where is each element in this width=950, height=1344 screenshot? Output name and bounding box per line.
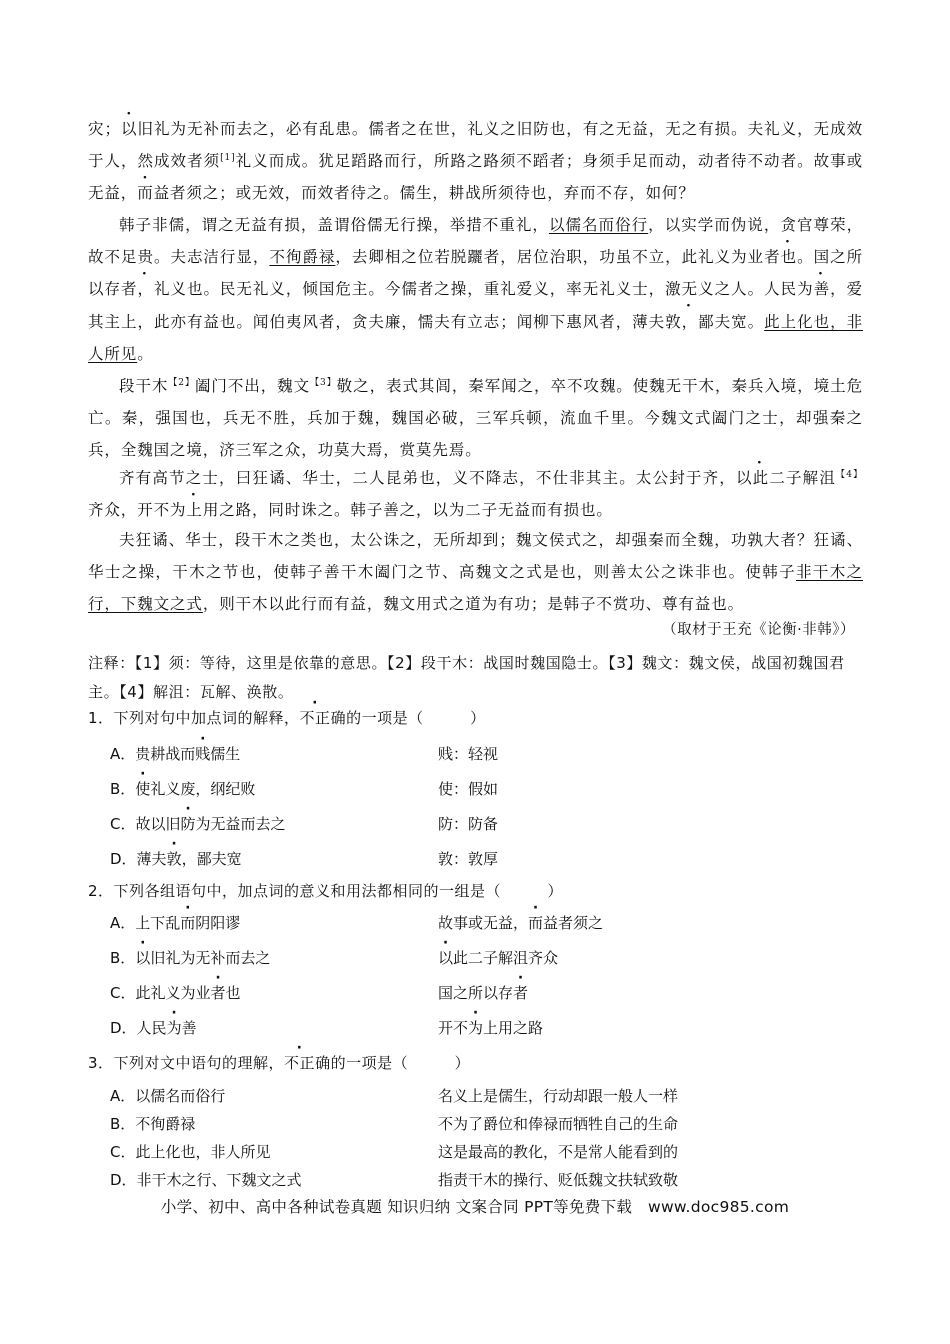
dotted-word: 不正 (299, 709, 331, 727)
dotted-word: 以 (438, 949, 454, 967)
question-2-option-c[interactable]: C．此礼义为业者也 国之所以存者 (110, 984, 529, 1002)
dotted-word: 以 (135, 949, 151, 967)
option-explanation: 敦：敦厚 (438, 850, 499, 868)
dotted-word: 者 (120, 280, 138, 299)
dotted-word: 为 (170, 501, 187, 520)
dotted-word: 者 (764, 248, 781, 267)
option-explanation: 名义上是儒生，行动却跟一般人一样 (438, 1087, 679, 1105)
dotted-word: 为 (166, 1019, 182, 1037)
dotted-word: 敦 (665, 312, 682, 331)
annotation-notes: 注释：【1】须：等待，这里是依靠的意思。【2】段干木：战国时魏国隐士。【3】魏文：魏文侯，战国初魏国君主。【4】解沮：瓦解、涣散。 (88, 654, 845, 701)
question-2-option-d[interactable]: D．人民为善 开不为上用之路 (110, 1019, 544, 1037)
question-3-option-c[interactable]: C．此上化也，非人所见 这是最高的教化，不是常人能看到的 (110, 1143, 679, 1161)
underlined-phrase: 此上化也，非人所见 (88, 312, 863, 363)
question-1-option-b[interactable]: B．使礼义废，纲纪败 使：假如 (110, 780, 499, 798)
footnote-ref: 【3】 (310, 377, 337, 388)
dotted-word: 而 (528, 914, 544, 932)
dotted-word: 使 (135, 780, 151, 798)
option-explanation: 使：假如 (438, 780, 499, 798)
dotted-word: 者 (513, 984, 529, 1002)
question-2-stem: 2．下列各组语句中，加点词的意义和用法都相同的一组是（ ） (88, 882, 564, 900)
dotted-word: 以 (120, 120, 138, 138)
footnote-ref: 【2】 (168, 377, 195, 388)
question-3-option-d[interactable]: D．非干木之行、下魏文之式 指责干木的操行、贬低魏文扶轼致敬 (110, 1171, 679, 1189)
option-explanation: 贱：轻视 (438, 745, 499, 763)
dotted-word: 而 (137, 184, 154, 203)
dotted-word: 防 (180, 815, 196, 833)
dotted-word: 者 (210, 984, 226, 1002)
dotted-word: 敦 (166, 850, 182, 868)
question-1-option-a[interactable]: A．贵耕战而贱儒生 贱：轻视 (110, 745, 499, 763)
dotted-word: 为 (468, 1019, 484, 1037)
option-explanation: 防：防备 (438, 815, 499, 833)
paragraph-4: 齐有高节之士，曰狂谲、华士，二人昆弟也，义不降志，不仕非其主。太公封于齐，以此二子解沮$^{【4】}$齐众，开不为上用之路，同时诛之。韩子善之，以为二子无益而有损也。 (88, 469, 863, 520)
paragraph-1: 灾；以旧礼为无补而去之，必有乱患。儒者之在世，礼义之旧防也，有之无益，无之有损。夫礼义，无成效于人，然成效者须[1]礼义而成。犹足蹈路而行，所路之路须不蹈者；身须手足而动，动者待不动者。故事或无益，而益者须之；或无效，而效者待之。儒生，耕战所须待也，弃而不存，如何？ (88, 120, 864, 203)
question-3-option-b[interactable]: B．不徇爵禄 不为了爵位和俸禄而牺牲自己的生命 (110, 1115, 679, 1133)
option-explanation: 这是最高的教化，不是常人能看到的 (438, 1143, 679, 1161)
question-1-stem: 1．下列对句中加点词的解释，不正确的一项是（ ） (88, 709, 486, 727)
question-2-option-a[interactable]: A．上下乱而阴阳谬 故事或无益，而益者须之 (110, 914, 604, 932)
question-1-option-d[interactable]: D．薄夫敦，鄙夫宽 敦：敦厚 (110, 850, 499, 868)
underlined-phrase: 以儒名而俗行 (548, 216, 649, 234)
dotted-word: 以 (735, 469, 753, 487)
underlined-phrase: 非干木之行，下魏文之式 (88, 563, 863, 614)
footnote-ref: [1] (220, 153, 236, 164)
option-explanation: 指责干木的操行、贬低魏文扶轼致敬 (438, 1171, 679, 1189)
question-1-option-c[interactable]: C．故以旧防为无益而去之 防：防备 (110, 815, 499, 833)
paragraph-2: 韩子非儒，谓之无益有损，盖谓俗儒无行操，举措不重礼，以儒名而俗行，以实学而伪说，贪官尊荣，故不足贵。夫志洁行显，不徇爵禄，去卿相之位若脱躧者，居位治职，功虽不立，此礼义为业者也。国之所以存者，礼义也。民无礼义，倾国危主。今儒者之操，重礼爱义，率无礼义士，激无义之人。人民为善，爱其主上，此亦有益也。闻伯夷风者，贪夫廉，懦夫有立志；闻柳下惠风者，薄夫敦，鄙夫宽。此上化也，非人所见。 (88, 216, 864, 363)
dotted-word: 为 (797, 280, 814, 299)
dotted-word: 贱 (195, 745, 211, 763)
dotted-word: 而 (180, 914, 196, 932)
footnote-ref: 【4】 (836, 469, 863, 480)
option-explanation: 不为了爵位和俸禄而牺牲自己的生命 (438, 1115, 679, 1133)
source-citation: （取材于王充《论衡·非韩》） (662, 622, 855, 638)
question-3-stem: 3．下列对文中语句的理解，不正确的一项是（ ） (88, 1054, 471, 1072)
paragraph-5: 夫狂谲、华士，段干木之类也，太公诛之，无所却到；魏文侯式之，却强秦而全魏，功孰大者？狂谲、华士之操，干木之节也，使韩子善干木阖门之节、高魏文之式是也，则善太公之诛非也。使韩子非干木之行，下魏文之式，则干木以此行而有益，魏文用式之道为有功；是韩子不赏功、尊有益也。 (88, 531, 863, 614)
download-footer-link[interactable]: 小学、初中、高中各种试卷真题 知识归纳 文案合同 PPT等免费下载 www.doc985.com (160, 1198, 790, 1216)
underlined-phrase: 不徇爵禄 (269, 248, 336, 267)
paragraph-3: 段干木$^{【2】}$阖门不出，魏文$^{【3】}$敬之，表式其闾，秦军闻之，卒不攻魏。使魏无干木，秦兵入境，境土危亡。秦，强国也，兵无不胜，兵加于魏，魏国必破，三军兵顿，流血千里。今魏文式阖门之士，却强秦之兵，全魏国之境，济三军之众，功莫大焉，赏莫先焉。 (88, 377, 863, 460)
question-3-option-a[interactable]: A．以儒名而俗行 名义上是儒生，行动却跟一般人一样 (110, 1087, 679, 1105)
dotted-word: 不正 (284, 1054, 316, 1072)
question-2-option-b[interactable]: B．以旧礼为无补而去之 以此二子解沮齐众 (110, 949, 559, 967)
